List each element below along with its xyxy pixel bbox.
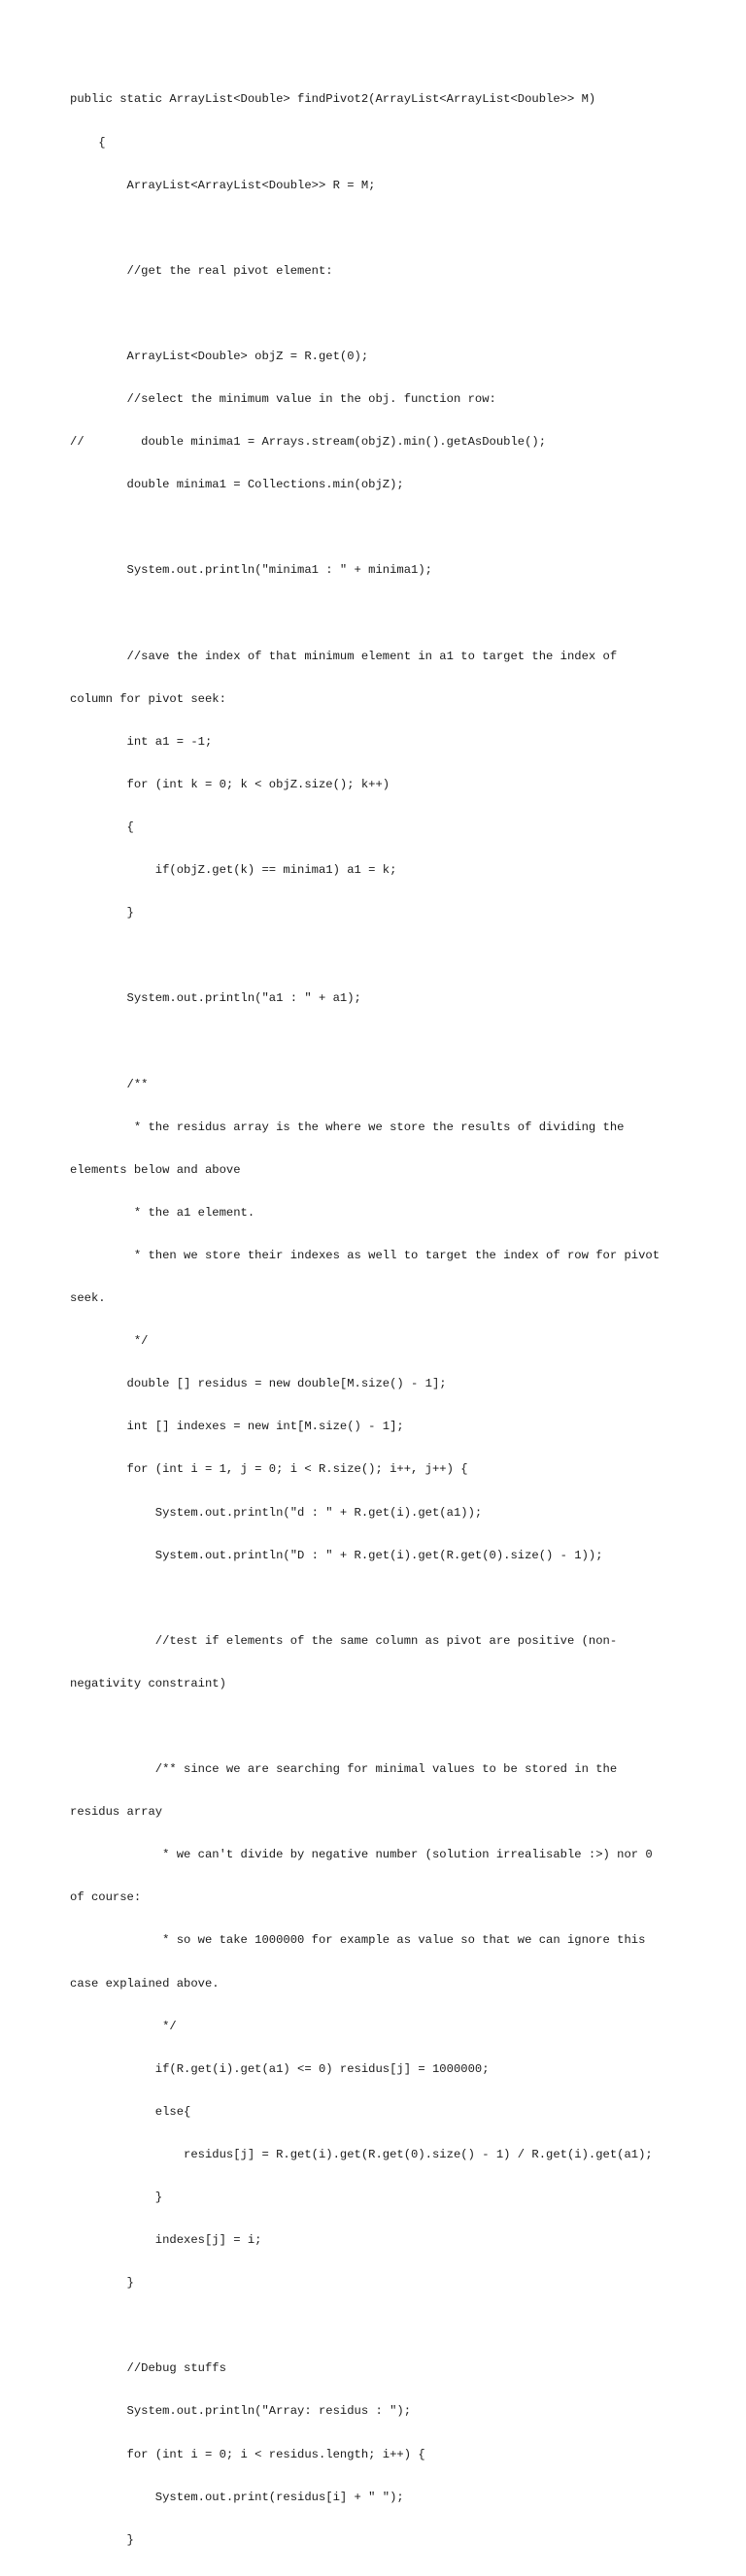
code-line: residus array	[70, 1805, 163, 1820]
code-line: //test if elements of the same column as pivot are positive (non-	[70, 1633, 618, 1648]
code-line: negativity constraint)	[70, 1676, 226, 1690]
code-line	[70, 1034, 730, 1049]
code-line	[70, 2319, 730, 2333]
code-line: System.out.println("d : " + R.get(i).get(a1));	[70, 1505, 483, 1520]
code-line	[70, 221, 730, 236]
code-line: System.out.println("D : " + R.get(i).get(R.get(0).size() - 1));	[70, 1548, 603, 1562]
code-line: System.out.println("minima1 : " + minima1);	[70, 563, 432, 578]
code-line: {	[70, 820, 134, 834]
code-line: ArrayList<Double> objZ = R.get(0);	[70, 349, 369, 363]
code-line: else{	[70, 2104, 191, 2119]
code-line: //get the real pivot element:	[70, 263, 333, 278]
code-line: */	[70, 1334, 149, 1349]
code-line: case explained above.	[70, 1976, 220, 1991]
code-line: }	[70, 2276, 134, 2291]
code-line: if(objZ.get(k) == minima1) a1 = k;	[70, 863, 397, 878]
code-line: column for pivot seek:	[70, 691, 226, 706]
code-line: * the a1 element.	[70, 1205, 255, 1220]
code-line: }	[70, 2532, 134, 2547]
code-line	[70, 1720, 730, 1734]
code-line: * then we store their indexes as well to target the index of row for pivot	[70, 1248, 661, 1262]
code-line: /**	[70, 1077, 149, 1091]
code-line: public static ArrayList<Double> findPivot2(ArrayList<ArrayList<Double>> M)	[70, 92, 596, 107]
code-line: * we can't divide by negative number (solution irrealisable :>) nor 0	[70, 1848, 653, 1862]
code-line: */	[70, 2019, 177, 2033]
code-line: for (int k = 0; k < objZ.size(); k++)	[70, 777, 390, 791]
code-line: System.out.println("a1 : " + a1);	[70, 991, 361, 1006]
code-line	[70, 607, 730, 621]
code-line: for (int i = 1, j = 0; i < R.size(); i++, j++) {	[70, 1462, 468, 1477]
code-line: {	[70, 135, 106, 150]
code-line: }	[70, 2191, 163, 2204]
code-line: * the residus array is the where we store the results of dividing the	[70, 1120, 625, 1134]
code-line: int [] indexes = new int[M.size() - 1];	[70, 1420, 404, 1434]
code-line: double minima1 = Collections.min(objZ);	[70, 478, 404, 492]
code-line	[70, 1591, 730, 1606]
code-line: }	[70, 906, 134, 920]
code-line: if(R.get(i).get(a1) <= 0) residus[j] = 1000000;	[70, 2061, 490, 2076]
code-line: residus[j] = R.get(i).get(R.get(0).size() - 1) / R.get(i).get(a1);	[70, 2147, 653, 2161]
code-line: of course:	[70, 1890, 142, 1905]
code-line: System.out.print(residus[i] + " ");	[70, 2490, 404, 2504]
code-line: ArrayList<ArrayList<Double>> R = M;	[70, 178, 376, 192]
code-line: //Debug stuffs	[70, 2361, 226, 2376]
code-line: for (int i = 0; i < residus.length; i++) {	[70, 2447, 425, 2461]
code-listing	[70, 64, 730, 2576]
code-line: /** since we are searching for minimal values to be stored in the	[70, 1762, 618, 1777]
code-line: System.out.println("Array: residus : ");	[70, 2404, 412, 2419]
code-line: int a1 = -1;	[70, 734, 213, 749]
code-line	[70, 520, 730, 535]
code-line: seek.	[70, 1291, 106, 1306]
code-line	[70, 949, 730, 963]
code-line	[70, 307, 730, 321]
code-line: //select the minimum value in the obj. function row:	[70, 392, 496, 407]
code-line: elements below and above	[70, 1162, 241, 1177]
code-line: double [] residus = new double[M.size() - 1];	[70, 1377, 447, 1391]
code-line: // double minima1 = Arrays.stream(objZ).min().getAsDouble();	[70, 435, 547, 450]
code-line: //save the index of that minimum element in a1 to target the index of	[70, 649, 618, 663]
code-line: * so we take 1000000 for example as value so that we can ignore this	[70, 1933, 646, 1948]
code-line: indexes[j] = i;	[70, 2233, 262, 2248]
